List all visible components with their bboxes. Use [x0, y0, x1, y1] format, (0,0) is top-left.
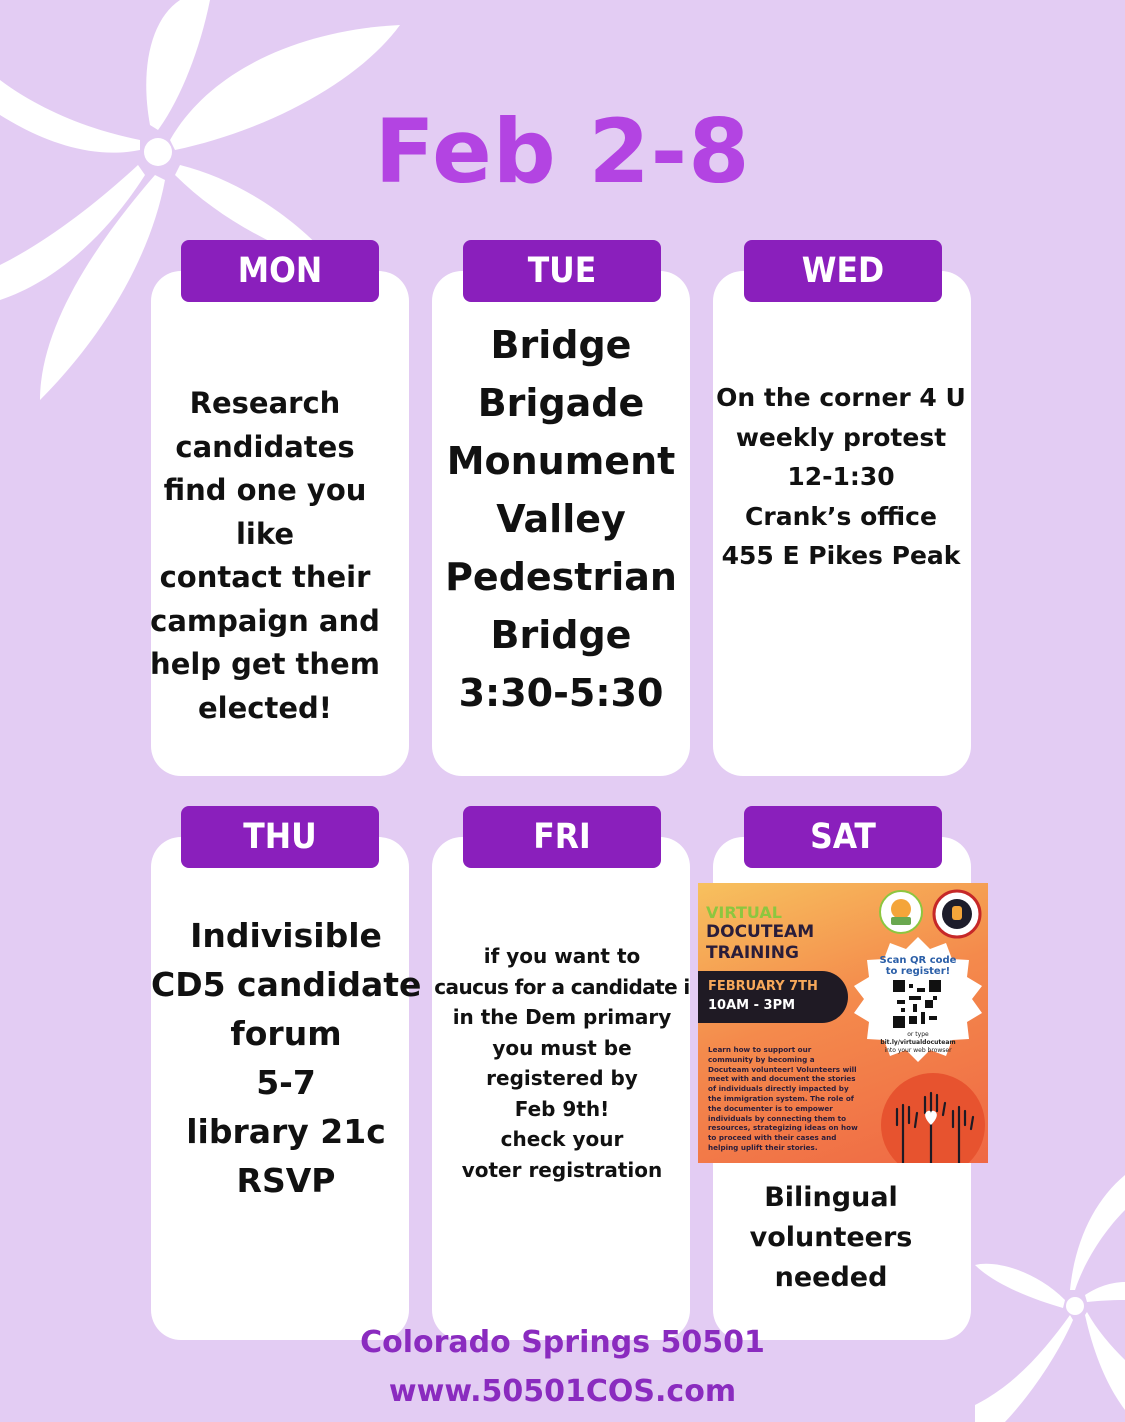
text-line: Crank’s office	[745, 501, 937, 531]
text-line: needed	[774, 1262, 888, 1293]
footer-org-name: Colorado Springs 50501	[360, 1325, 765, 1360]
day-tab-mon: MON	[181, 240, 379, 302]
text-line: Indivisible	[190, 916, 382, 955]
text-line: registered by	[486, 1066, 638, 1090]
text-line: Bridge	[490, 323, 632, 367]
text-line: campaign and	[150, 603, 380, 638]
docuteam-flyer-image	[698, 883, 988, 1163]
text-line: in the Dem primary	[452, 1005, 672, 1029]
text-line: Brigade	[477, 381, 645, 425]
day-tab-tue: TUE	[463, 240, 661, 302]
text-line: caucus for a candidate i	[434, 974, 690, 999]
flyer-body: Learn how to support our community by becoming a Docuteam volunteer! Volunteers will meet with and document the stories of individuals directly impacted by the immigration system. The role of the documenter is to empower individuals by connecting them to resources, strategizing ideas on how to proceed with their cases and helping uplift their stories.	[708, 1045, 858, 1152]
text-line: Monument	[446, 439, 676, 483]
text-line: volunteers	[749, 1222, 913, 1253]
text-line: help get them	[150, 647, 380, 681]
text-line: RSVP	[236, 1161, 336, 1200]
text-line: forum	[230, 1014, 342, 1053]
day-text-wed	[705, 378, 977, 576]
text-line: Research	[189, 386, 341, 420]
day-text-mon	[141, 382, 389, 730]
text-line: Valley	[496, 497, 626, 541]
flyer-link: bit.ly/virtualdocuteam	[880, 1039, 956, 1046]
text-line: library 21c	[186, 1112, 386, 1151]
text-line: 12-1:30	[787, 462, 895, 491]
day-tab-fri: FRI	[463, 806, 661, 868]
text-line: elected!	[198, 690, 332, 725]
text-line: check your	[500, 1127, 624, 1151]
day-text-thu	[151, 911, 421, 1205]
text-line: 5-7	[256, 1063, 316, 1102]
raised-hands-illustration	[873, 1063, 988, 1163]
day-tab-wed: WED	[744, 240, 942, 302]
flyer-title-docuteam: DOCUTEAM	[706, 922, 815, 942]
footer-website-link[interactable]: www.50501COS.com	[388, 1374, 737, 1409]
day-text-tue	[432, 316, 690, 722]
flyer-date-banner	[698, 971, 848, 1023]
day-text-fri	[432, 941, 692, 1185]
text-line: you must be	[492, 1035, 632, 1060]
text-line: CD5 candidate	[151, 965, 422, 1004]
text-line: if you want to	[483, 944, 641, 968]
text-line: candidates	[175, 429, 355, 464]
text-line: Feb 9th!	[514, 1096, 610, 1121]
text-line: contact their	[159, 560, 371, 594]
text-line: Bridge	[490, 613, 632, 657]
flyer-link-note: into your web browser	[884, 1047, 952, 1054]
text-line: weekly protest	[735, 422, 947, 452]
flyer-time: 10AM - 3PM	[708, 998, 796, 1013]
page-title: Feb 2-8	[374, 100, 751, 203]
qr-code-icon	[893, 980, 941, 1028]
flyer-title-training: TRAINING	[706, 943, 799, 963]
day-tab-thu: THU	[181, 806, 379, 868]
day-text-sat	[713, 1178, 949, 1298]
text-line: like	[235, 516, 295, 551]
flyer-scan-text: Scan QR code to register!	[879, 955, 957, 977]
circ-logo	[878, 889, 924, 935]
text-line: find one you	[163, 473, 367, 507]
text-line: Bilingual	[764, 1182, 898, 1213]
text-line: On the corner 4 U	[716, 383, 966, 412]
text-line: 3:30-5:30	[458, 671, 664, 715]
text-line: voter registration	[461, 1157, 663, 1182]
text-line: 455 E Pikes Peak	[721, 541, 961, 570]
flyer-title-virtual: VIRTUAL	[706, 903, 782, 922]
tu-voz-logo	[932, 889, 982, 939]
day-tab-sat: SAT	[744, 806, 942, 868]
text-line: Pedestrian	[445, 555, 677, 599]
flyer-or-type: or type	[907, 1031, 929, 1038]
flyer-date: FEBRUARY 7TH	[708, 979, 818, 994]
